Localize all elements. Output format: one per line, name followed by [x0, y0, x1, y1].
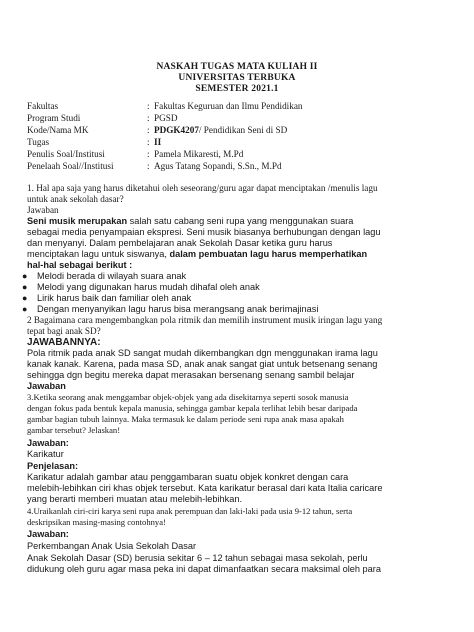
meta-value — [154, 137, 161, 147]
question-4-line-1: 4.Uraikanlah ciri-ciri karya seni rupa anak perempuan dan laki-laki pada usia 9-12 tahun, serta — [27, 506, 353, 516]
meta-value — [154, 161, 282, 171]
meta-value-bold: PDGK4207 — [154, 125, 199, 135]
answer-1-line-1 — [27, 216, 353, 227]
question-1-line-1: 1. Hal apa saja yang harus diketahui oleh seseorang/guru agar dapat menciptakan /menulis lagu — [27, 183, 378, 193]
meta-value-bold: II — [154, 137, 162, 147]
meta-label: Kode/Nama MK — [27, 125, 89, 135]
question-1-jawaban-label: Jawaban — [27, 205, 59, 215]
answer-1-line-1-rest: salah satu cabang seni rupa yang menggunakan suara — [127, 216, 354, 226]
answer-2-line-1: Pola ritmik pada anak SD sangat mudah dikembangkan dgn menggunakan irama lagu — [27, 348, 378, 358]
answer-1-line-3: dan menyanyi. Dalam pembelajaran anak Sekolah Dasar ketika guru harus — [27, 238, 333, 248]
answer-1-line-5: hal-hal sebagai berikut : — [27, 260, 133, 270]
answer-3-karikatur: Karikatur — [27, 449, 64, 459]
meta-colon: : — [147, 113, 150, 123]
question-4-jawaban-label: Jawaban: — [27, 529, 69, 539]
question-3-line-1: 3.Ketika seorang anak menggambar objek-objek yang ada disekitarnya seperti sosok manusia — [27, 392, 349, 402]
answer-2-line-3: sehingga dgn begitu mereka dapat merasakan bersenang senang sambil belajar — [27, 370, 355, 380]
meta-value — [154, 113, 178, 123]
meta-value-text: Fakultas Keguruan dan Ilmu Pendidikan — [154, 101, 303, 111]
meta-label: Tugas — [27, 137, 50, 147]
question-3-line-4: gambar tersebut? Jelaskan! — [27, 425, 121, 435]
meta-colon: : — [147, 125, 150, 135]
answer-4-line-3: didukung oleh guru agar masa peka ini dapat dimanfaatkan secara maksimal oleh para — [27, 564, 381, 574]
meta-value-text: Pamela Mikaresti, M.Pd — [154, 149, 244, 159]
answer-1-line-2: sebagai media penyampaian ekspresi. Seni musik biasanya berhubungan dengan lagu — [27, 227, 381, 237]
bullet-dot-icon: ● — [22, 304, 28, 314]
meta-value — [154, 101, 303, 111]
answer-1-line-4-plain: menciptakan lagu untuk siswanya, — [27, 249, 170, 259]
answer-3-line-1: Karikatur adalah gambar atau penggambaran suatu objek konkret dengan cara — [27, 472, 349, 482]
meta-colon: : — [147, 149, 150, 159]
meta-colon: : — [147, 101, 150, 111]
bullet-dot-icon: ● — [22, 271, 28, 281]
bullet-dot-icon: ● — [22, 282, 28, 292]
question-1-line-2: untuk anak sekolah dasar? — [27, 194, 124, 204]
bullet-dot-icon: ● — [22, 293, 28, 303]
answer-3-line-3: yang berarti memberi muatan atau melebih-lebihkan. — [27, 494, 243, 504]
answer-2-jawaban-label: Jawaban — [27, 381, 66, 391]
answer-1-line-4-bold: dalam pembuatan lagu harus memperhatikan — [169, 249, 368, 259]
question-2-line-2: tepat bagi anak SD? — [27, 326, 101, 336]
answer-1-line-4 — [27, 249, 367, 260]
question-2-line-1: 2 Bagaimana cara mengembangkan pola ritmik dan memilih instrument musik iringan lagu yang — [27, 315, 383, 325]
doc-title-line1: NASKAH TUGAS MATA KULIAH II — [156, 62, 318, 72]
meta-colon: : — [147, 161, 150, 171]
answer-2-line-2: kanak kanak. Karena, pada masa SD, anak anak sangat giat untuk betsenang senang — [27, 359, 378, 369]
meta-value — [154, 125, 287, 135]
question-3-line-3: gambar bagian tubuh lainnya. Maka termasuk ke dalam periode seni rupa anak masa apakah — [27, 414, 344, 424]
meta-value-text: Agus Tatang Sopandi, S.Sn., M.Pd — [154, 161, 282, 171]
answer-3-line-2: melebih-lebihkan ciri khas objek tersebut. Kata karikatur berasal dari kata Italia caricare — [27, 483, 383, 493]
meta-value — [154, 149, 243, 159]
meta-colon: : — [147, 137, 150, 147]
meta-value-text: / Pendidikan Seni di SD — [198, 125, 288, 135]
answer-3-penjelasan-label: Penjelasan: — [27, 461, 79, 471]
question-4-line-2: deskripsikan masing-masing contohnya! — [27, 517, 166, 527]
meta-label: Penulis Soal/Institusi — [27, 149, 105, 159]
answer-4-line-1: Perkembangan Anak Usia Sekolah Dasar — [27, 541, 197, 551]
meta-label: Program Studi — [27, 113, 81, 123]
document-page: NASKAH TUGAS MATA KULIAH II UNIVERSITAS TERBUKA SEMESTER 2021.1 Fakultas : Fakultas Keguruan dan Ilmu Pendidikan Program Studi : PGSD Kode/Nama MK : PDGK4207/ Pendidikan Seni di SD Tugas : II Penulis Soal/Institusi : Pamela Mikaresti, M.Pd Penelaah Soal//Institusi : Agus Tatang Sopandi, S.Sn., M.Pd 1. Hal apa saja yang harus diketahui oleh seseorang/guru agar dapat menciptakan /menulis lagu untuk anak sekolah dasar? Jawaban Seni musik merupakan salah satu cabang seni rupa yang menggunakan suara sebagai media penyampaian ekspresi. Seni musik biasanya berhubungan dengan lagu dan menyanyi. Dalam pembelajaran anak Sekolah Dasar ketika guru harus menciptakan lagu untuk siswanya, dalam pembuatan lagu harus memperhatikan hal-hal sebagai berikut : ● Melodi berada di wilayah suara anak ● Melodi yang digunakan harus mudah dihafal oleh anak ● Lirik harus baik dan familiar oleh anak ● Dengan menyanyikan lagu harus bisa merangsang anak berimajinasi 2 Bagaimana cara mengembangkan pola ritmik dan memilih instrument musik iringan lagu yang tepat bagi anak SD? JAWABANNYA: Pola ritmik pada anak SD sangat mudah dikembangkan dgn menggunakan irama lagu kanak kanak. Karena, pada masa SD, anak anak sangat giat untuk betsenang senang sehingga dgn begitu mereka dapat merasakan bersenang senang sambil belajar Jawaban 3.Ketika seorang anak menggambar objek-objek yang ada disekitarnya seperti sosok manusia dengan fokus pada bentuk kepala manusia, sehingga gambar kepala terlihat lebih besar daripada gambar bagian tubuh lainnya. Maka termasuk ke dalam periode seni rupa anak masa apakah gambar tersebut? Jelaskan! Jawaban: Karikatur Penjelasan: Karikatur adalah gambar atau penggambaran suatu objek konkret dengan cara melebih-lebihkan ciri khas objek tersebut. Kata karikatur berasal dari kata Italia caricare yang berarti memberi muatan atau melebih-lebihkan. 4.Uraikanlah ciri-ciri karya seni rupa anak perempuan dan laki-laki pada usia 9-12 tahun, serta deskripsikan masing-masing contohnya! Jawaban: Perkembangan Anak Usia Sekolah Dasar Anak Sekolah Dasar (SD) berusia sekitar 6 – 12 tahun sebagai masa sekolah, perlu didukung oleh guru agar masa peka ini dapat dimanfaatkan secara maksimal oleh para — [0, 0, 474, 632]
answer-1-bold-lead: Seni musik merupakan — [27, 216, 128, 226]
answer-4-line-2: Anak Sekolah Dasar (SD) berusia sekitar 6 – 12 tahun sebagai masa sekolah, perlu — [27, 553, 368, 563]
question-2-jawaban-label: JAWABANNYA: — [27, 337, 101, 348]
meta-value-text: PGSD — [154, 113, 178, 123]
doc-title-line3: SEMESTER 2021.1 — [195, 84, 279, 94]
meta-label: Fakultas — [27, 101, 59, 111]
doc-title-line2: UNIVERSITAS TERBUKA — [178, 73, 296, 83]
question-3-jawaban-label: Jawaban: — [27, 438, 69, 448]
question-3-line-2: dengan fokus pada bentuk kepala manusia, sehingga gambar kepala terlihat lebih besar daripada — [27, 403, 358, 413]
meta-label: Penelaah Soal//Institusi — [27, 161, 114, 171]
